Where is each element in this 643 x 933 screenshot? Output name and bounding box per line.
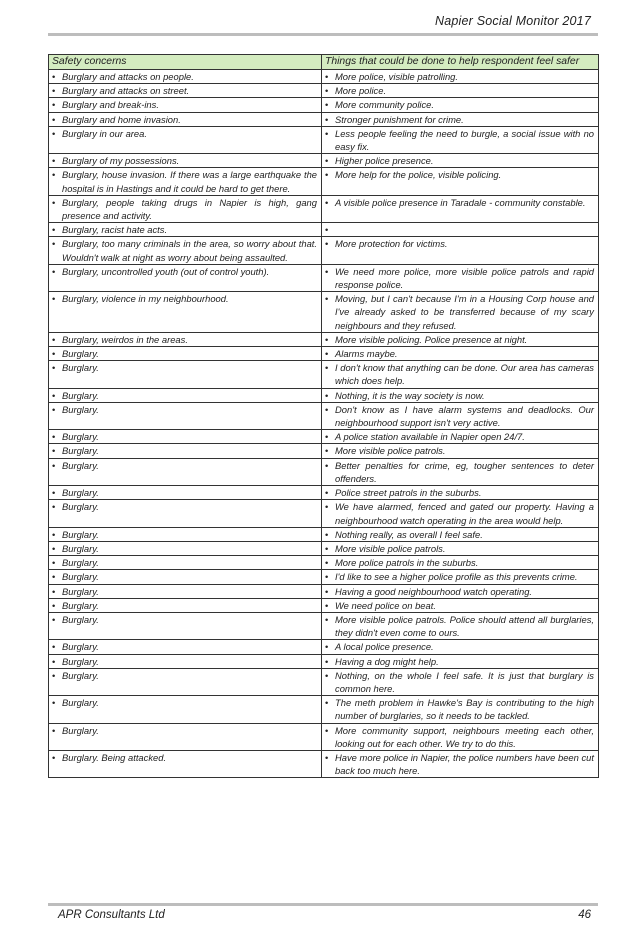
concern-cell <box>49 195 322 222</box>
suggestion-cell <box>322 458 599 485</box>
suggestion-text: • We need more police, more visible police patrols and rapid response police. <box>325 265 594 291</box>
concern-cell <box>49 223 322 237</box>
concern-cell <box>49 402 322 429</box>
suggestion-text: • Have more police in Napier, the police numbers have been cut back too much here. <box>325 751 594 777</box>
suggestion-cell <box>322 486 599 500</box>
suggestion-cell <box>322 612 599 639</box>
table-row <box>49 723 599 750</box>
concern-cell <box>49 458 322 485</box>
concern-cell <box>49 154 322 168</box>
concern-text: • Burglary and home invasion. <box>52 113 317 126</box>
table-row <box>49 195 599 222</box>
table-row <box>49 84 599 98</box>
concern-text: • Burglary, violence in my neighbourhood. <box>52 292 317 305</box>
table-row <box>49 527 599 541</box>
concern-text: • Burglary. <box>52 640 317 653</box>
table-row <box>49 402 599 429</box>
suggestion-text: • Nothing really, as overall I feel safe. <box>325 528 594 541</box>
table-row <box>49 168 599 195</box>
concern-text: • Burglary. Being attacked. <box>52 751 317 764</box>
concern-cell <box>49 126 322 153</box>
suggestion-text: • More police, visible patrolling. <box>325 70 594 83</box>
table-row <box>49 292 599 333</box>
suggestion-cell <box>322 126 599 153</box>
concern-cell <box>49 570 322 584</box>
suggestion-cell <box>322 723 599 750</box>
footer-rule <box>48 903 598 906</box>
suggestion-text: • Nothing, it is the way society is now. <box>325 389 594 402</box>
suggestion-text: • Less people feeling the need to burgle, a social issue with no easy fix. <box>325 127 594 153</box>
table-row <box>49 70 599 84</box>
suggestion-text: • More help for the police, visible policing. <box>325 168 594 181</box>
suggestion-cell <box>322 84 599 98</box>
concern-cell <box>49 292 322 333</box>
suggestion-text: • We need police on beat. <box>325 599 594 612</box>
concern-text: • Burglary. <box>52 669 317 682</box>
table-row <box>49 361 599 388</box>
concern-text: • Burglary. <box>52 486 317 499</box>
suggestion-text: • More protection for victims. <box>325 237 594 250</box>
concern-text: • Burglary. <box>52 599 317 612</box>
concern-text: • Burglary of my possessions. <box>52 154 317 167</box>
suggestion-text: • I'd like to see a higher police profile as this prevents crime. <box>325 570 594 583</box>
concern-cell <box>49 112 322 126</box>
suggestion-text: • Moving, but I can't because I'm in a Housing Corp house and I've already asked to be transferred because of my scary neighbours and they refused. <box>325 292 594 332</box>
table-row <box>49 126 599 153</box>
concern-text: • Burglary, racist hate acts. <box>52 223 317 236</box>
table-row <box>49 640 599 654</box>
suggestion-text: • A police station available in Napier open 24/7. <box>325 430 594 443</box>
concern-text: • Burglary. <box>52 444 317 457</box>
column-header-safety-concerns: Safety concerns <box>49 55 322 70</box>
suggestion-text: • Nothing, on the whole I feel safe. It is just that burglary is common here. <box>325 669 594 695</box>
suggestion-text: • More visible police patrols. Police should attend all burglaries, they didn't even come to ours. <box>325 613 594 639</box>
concern-text: • Burglary. <box>52 570 317 583</box>
table-row <box>49 264 599 291</box>
suggestion-text: • Don't know as I have alarm systems and deadlocks. Our neighbourhood support isn't very active. <box>325 403 594 429</box>
concern-cell <box>49 237 322 264</box>
concern-cell <box>49 612 322 639</box>
running-header-title: Napier Social Monitor 2017 <box>435 14 591 28</box>
suggestion-text: • More police. <box>325 84 594 97</box>
concern-text: • Burglary and attacks on people. <box>52 70 317 83</box>
concern-cell <box>49 668 322 695</box>
table-header-row <box>49 55 599 70</box>
table-row <box>49 347 599 361</box>
table-row <box>49 541 599 555</box>
concern-cell <box>49 361 322 388</box>
table-row <box>49 458 599 485</box>
concern-cell <box>49 556 322 570</box>
table-row <box>49 98 599 112</box>
table-row <box>49 598 599 612</box>
table-row <box>49 668 599 695</box>
concern-text: • Burglary. <box>52 724 317 737</box>
suggestion-cell <box>322 264 599 291</box>
concern-cell <box>49 98 322 112</box>
suggestion-text: • The meth problem in Hawke's Bay is contributing to the high number of burglaries, so it needs to be tackled. <box>325 696 594 722</box>
concern-cell <box>49 84 322 98</box>
suggestion-cell <box>322 195 599 222</box>
suggestion-cell <box>322 223 599 237</box>
suggestion-cell <box>322 168 599 195</box>
concern-cell <box>49 70 322 84</box>
concern-cell <box>49 486 322 500</box>
suggestion-text: • We have alarmed, fenced and gated our property. Having a neighbourhood watch operating in the area would help. <box>325 500 594 526</box>
concern-cell <box>49 654 322 668</box>
concern-text: • Burglary, uncontrolled youth (out of control youth). <box>52 265 317 278</box>
suggestion-cell <box>322 654 599 668</box>
concern-text: • Burglary. <box>52 500 317 513</box>
concern-text: • Burglary. <box>52 613 317 626</box>
suggestion-cell <box>322 500 599 527</box>
concern-cell <box>49 584 322 598</box>
suggestion-text: • I don't know that anything can be done. Our area has cameras which does help. <box>325 361 594 387</box>
safety-concerns-table <box>48 54 599 778</box>
concern-text: • Burglary and attacks on street. <box>52 84 317 97</box>
suggestion-text: • Having a good neighbourhood watch operating. <box>325 585 594 598</box>
concern-cell <box>49 430 322 444</box>
suggestion-text: • A local police presence. <box>325 640 594 653</box>
table-row <box>49 750 599 777</box>
concern-text: • Burglary. <box>52 347 317 360</box>
suggestion-cell <box>322 361 599 388</box>
suggestion-text: • A visible police presence in Taradale - community constable. <box>325 196 594 209</box>
table-row <box>49 486 599 500</box>
suggestion-text: • Police street patrols in the suburbs. <box>325 486 594 499</box>
concern-cell <box>49 527 322 541</box>
table-row <box>49 430 599 444</box>
concern-cell <box>49 696 322 723</box>
suggestion-cell <box>322 237 599 264</box>
concern-cell <box>49 388 322 402</box>
suggestion-text: • More community support, neighbours meeting each other, looking out for each other. We try to do this. <box>325 724 594 750</box>
concern-text: • Burglary. <box>52 389 317 402</box>
concern-text: • Burglary in our area. <box>52 127 317 140</box>
table-row <box>49 654 599 668</box>
suggestion-text: • Better penalties for crime, eg, tougher sentences to deter offenders. <box>325 459 594 485</box>
suggestion-cell <box>322 402 599 429</box>
table-row <box>49 388 599 402</box>
suggestion-cell <box>322 556 599 570</box>
suggestion-cell <box>322 430 599 444</box>
concern-cell <box>49 750 322 777</box>
suggestion-cell <box>322 292 599 333</box>
concern-text: • Burglary. <box>52 585 317 598</box>
footer-company: APR Consultants Ltd <box>58 909 165 921</box>
concern-cell <box>49 444 322 458</box>
suggestion-cell <box>322 154 599 168</box>
concern-text: • Burglary. <box>52 528 317 541</box>
table-row <box>49 696 599 723</box>
suggestion-cell <box>322 388 599 402</box>
concern-cell <box>49 168 322 195</box>
header-rule <box>48 33 598 36</box>
column-header-suggestions: Things that could be done to help respondent feel safer <box>322 55 599 70</box>
table-row <box>49 584 599 598</box>
concern-text: • Burglary. <box>52 696 317 709</box>
table-row <box>49 154 599 168</box>
table-row <box>49 500 599 527</box>
concern-cell <box>49 541 322 555</box>
suggestion-text: • More visible police patrols. <box>325 542 594 555</box>
suggestion-cell <box>322 347 599 361</box>
suggestion-cell <box>322 98 599 112</box>
table-row <box>49 444 599 458</box>
table-row <box>49 570 599 584</box>
table-row <box>49 112 599 126</box>
suggestion-cell <box>322 570 599 584</box>
suggestion-cell <box>322 332 599 346</box>
suggestion-text: • More visible policing. Police presence at night. <box>325 333 594 346</box>
table-row <box>49 556 599 570</box>
concern-text: • Burglary. <box>52 403 317 416</box>
concern-text: • Burglary. <box>52 459 317 472</box>
page-number: 46 <box>578 909 591 921</box>
suggestion-cell <box>322 584 599 598</box>
suggestion-text: • More community police. <box>325 98 594 111</box>
table-row <box>49 332 599 346</box>
concern-text: • Burglary and break-ins. <box>52 98 317 111</box>
suggestion-text: • More visible police patrols. <box>325 444 594 457</box>
concern-text: • Burglary. <box>52 430 317 443</box>
concern-cell <box>49 500 322 527</box>
suggestion-cell <box>322 696 599 723</box>
table-row <box>49 237 599 264</box>
table-body <box>49 70 599 778</box>
concern-cell <box>49 264 322 291</box>
concern-cell <box>49 640 322 654</box>
suggestion-cell <box>322 668 599 695</box>
concern-cell <box>49 598 322 612</box>
suggestion-text: • More police patrols in the suburbs. <box>325 556 594 569</box>
concern-text: • Burglary, house invasion. If there was a large earthquake the hospital is in Hastings and it could be hard to get there. <box>52 168 317 194</box>
suggestion-text: • Alarms maybe. <box>325 347 594 360</box>
suggestion-cell <box>322 598 599 612</box>
concern-text: • Burglary. <box>52 556 317 569</box>
table-row <box>49 223 599 237</box>
suggestion-cell <box>322 640 599 654</box>
suggestion-cell <box>322 112 599 126</box>
concern-cell <box>49 347 322 361</box>
suggestion-cell <box>322 750 599 777</box>
concern-text: • Burglary. <box>52 361 317 374</box>
concern-cell <box>49 332 322 346</box>
concern-text: • Burglary, weirdos in the areas. <box>52 333 317 346</box>
suggestion-cell <box>322 541 599 555</box>
suggestion-text: • Higher police presence. <box>325 154 594 167</box>
concern-cell <box>49 723 322 750</box>
suggestion-cell <box>322 527 599 541</box>
suggestion-text: • Having a dog might help. <box>325 655 594 668</box>
table-row <box>49 612 599 639</box>
concern-text: • Burglary, too many criminals in the area, so worry about that. Wouldn't walk at night as worry about being assaulted. <box>52 237 317 263</box>
concern-text: • Burglary. <box>52 655 317 668</box>
suggestion-cell <box>322 444 599 458</box>
suggestion-cell <box>322 70 599 84</box>
concern-text: • Burglary, people taking drugs in Napier is high, gang presence and activity. <box>52 196 317 222</box>
suggestion-text: • Stronger punishment for crime. <box>325 113 594 126</box>
concern-text: • Burglary. <box>52 542 317 555</box>
